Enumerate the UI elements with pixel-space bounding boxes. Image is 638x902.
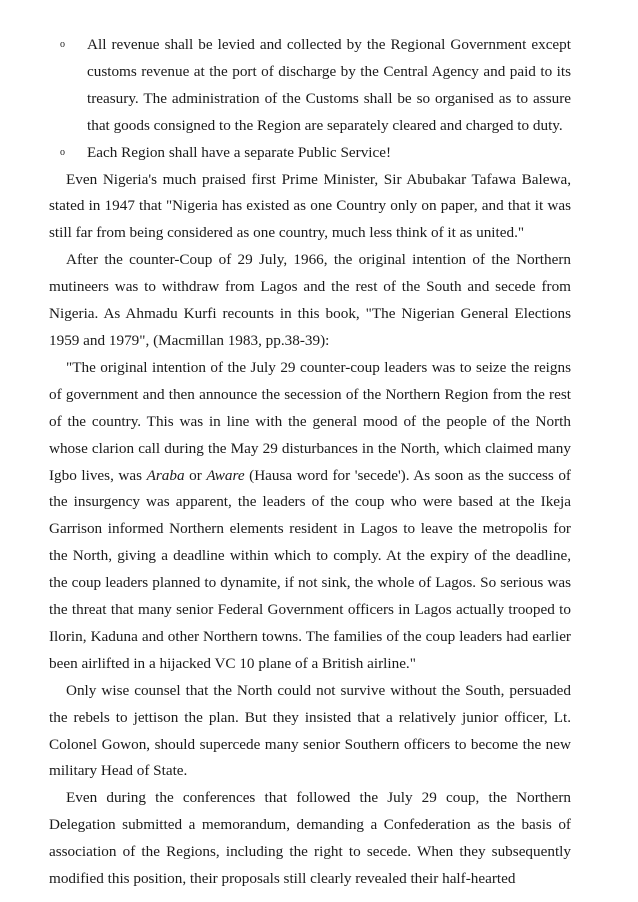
quote-connector: or — [184, 466, 207, 484]
list-item — [49, 32, 571, 140]
bullet-marker: o — [60, 146, 65, 158]
bullet-marker: o — [60, 39, 65, 50]
paragraph-quote — [49, 355, 571, 678]
bullet-text: All revenue shall be levied and collected by the Regional Government except customs revenue at the port of discharge by the Central Agency and paid to its treasury. The administration of the Customs shall be so organised as to assure that goods consigned to the Region are separately cleared and charged to duty. — [87, 36, 571, 134]
hausa-word: Aware — [206, 466, 245, 484]
document-page — [49, 32, 571, 893]
paragraph-conferences: Even during the conferences that followed the July 29 coup, the Northern Delegation submitted a memorandum, demanding a Confederation as the basis of association of the Regions, including the right to secede. When they subsequently modified this position, their proposals still clearly revealed their half-hearted — [49, 789, 571, 888]
quote-text: "The original intention of the July 29 counter-coup leaders was to seize the reigns of government and then announce the secession of the Northern Region from the rest of the country. This was in line with the general mood of the people of the North whose clarion call during the May 29 disturbances in the North, which claimed many Igbo lives, was — [49, 358, 571, 484]
quote-text: (Hausa word for 'secede'). As soon as the success of the insurgency was apparent, the leaders of the coup who were based at the Ikeja Garrison informed Northern elements resident in Lagos to leave the metropolis for the North, giving a deadline within which to comply. At the expiry of the deadline, the coup leaders planned to dynamite, if not sink, the whole of Lagos. So serious was the threat that many senior Federal Government officers in Lagos actually trooped to Ilorin, Kaduna and other Northern towns. The families of the coup leaders had earlier been airlifted in a hijacked VC 10 plane of a British airline." — [49, 466, 571, 672]
hausa-word: Araba — [146, 466, 185, 484]
paragraph-wise-counsel: Only wise counsel that the North could not survive without the South, persuaded the rebels to jettison the plan. But they insisted that a relatively junior officer, Lt. Colonel Gowon, should supercede many senior Southern officers to become the new military Head of State. — [49, 681, 571, 780]
bullet-text: Each Region shall have a separate Public Service! — [87, 143, 392, 161]
paragraph-balewa: Even Nigeria's much praised first Prime Minister, Sir Abubakar Tafawa Balewa, stated in 1947 that "Nigeria has existed as one Country only on paper, and that it was still far from being considered as one country, much less think of it as united." — [49, 170, 571, 242]
paragraph-counter-coup: After the counter-Coup of 29 July, 1966, the original intention of the Northern mutineers was to withdraw from Lagos and the rest of the South and secede from Nigeria. As Ahmadu Kurfi recounts in this book, "The Nigerian General Elections 1959 and 1979", (Macmillan 1983, pp.38-39): — [49, 251, 571, 349]
bullet-list — [49, 32, 571, 167]
list-item — [49, 140, 571, 167]
